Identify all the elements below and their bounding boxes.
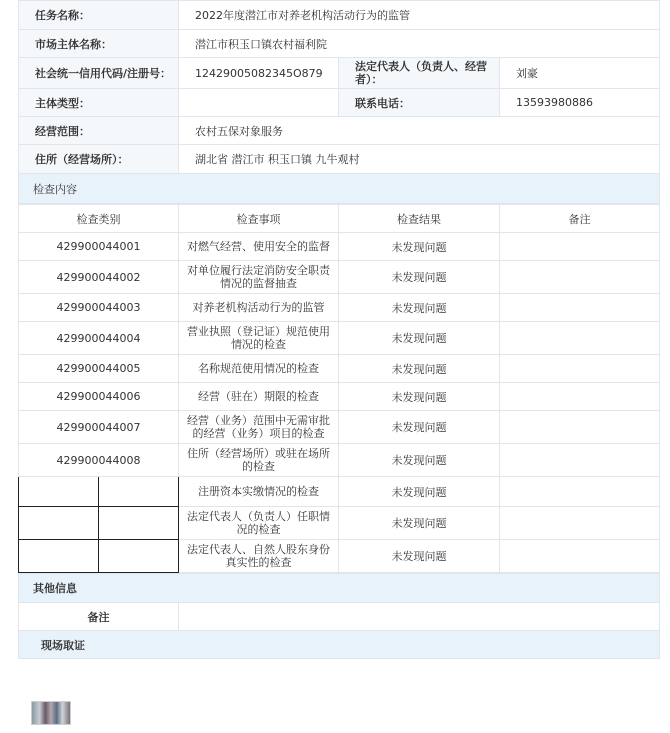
row-result: 未发现问题 [339,322,500,355]
inspection-record [18,0,659,659]
row-note [500,540,660,573]
inspection-header-row [19,205,660,233]
row-code: 429900044006 [19,383,179,411]
inspection-section-title: 检查内容 [19,174,660,204]
row-item: 法定代表人（负责人）任职情况的检查 [179,507,339,540]
inspection-table [18,204,660,573]
table-row [19,444,660,477]
row-code: 429900044007 [19,411,179,444]
phone-label: 联系电话： [339,89,500,117]
info-row-task [19,1,660,30]
table-row [19,355,660,383]
table-row [19,322,660,355]
task-label: 任务名称： [19,1,179,30]
row-note [500,411,660,444]
info-row-credit [19,58,660,89]
row-item: 营业执照（登记证）规范使用情况的检查 [179,322,339,355]
task-value: 2022年度潜江市对养老机构活动行为的监管 [179,1,660,30]
row-item: 住所（经营场所）或驻在场所的检查 [179,444,339,477]
row-code: 429900044003 [19,294,179,322]
row-result: 未发现问题 [339,383,500,411]
row-item: 名称规范使用情况的检查 [179,355,339,383]
entity-info-table [18,0,660,204]
header-note: 备注 [500,205,660,233]
row-result: 未发现问题 [339,507,500,540]
address-label: 住所（经营场所）： [19,145,179,174]
header-result: 检查结果 [339,205,500,233]
section-inspection [19,174,660,204]
info-row-address [19,145,660,174]
row-code-empty-cell [99,477,179,507]
section-onsite [19,631,660,659]
section-other [19,574,660,603]
credit-value: 12429005082345O879 [179,58,339,89]
entity-label: 市场主体名称： [19,30,179,58]
row-code: 429900044008 [19,444,179,477]
row-code: 429900044002 [19,261,179,294]
evidence-photo-icon[interactable] [31,701,71,725]
header-item: 检查事项 [179,205,339,233]
row-code: 429900044005 [19,355,179,383]
row-note [500,261,660,294]
rep-label: 法定代表人（负责人、经营者）： [339,58,500,89]
row-result: 未发现问题 [339,477,500,507]
row-code: 429900044001 [19,233,179,261]
row-code-empty-cell [19,540,99,573]
row-note [500,507,660,540]
row-item: 对燃气经营、使用安全的监督 [179,233,339,261]
table-row [19,233,660,261]
phone-value: 13593980886 [500,89,660,117]
row-item: 经营（业务）范围中无需审批的经营（业务）项目的检查 [179,411,339,444]
row-result: 未发现问题 [339,444,500,477]
table-row [19,540,660,573]
row-result: 未发现问题 [339,294,500,322]
row-item: 注册资本实缴情况的检查 [179,477,339,507]
type-value [179,89,339,117]
row-note [500,444,660,477]
info-row-type [19,89,660,117]
table-row [19,477,660,507]
other-note-row [19,603,660,631]
rep-value: 刘豪 [500,58,660,89]
row-result: 未发现问题 [339,233,500,261]
row-note [500,294,660,322]
other-note-label: 备注 [19,603,179,631]
row-note [500,355,660,383]
row-item: 经营（驻在）期限的检查 [179,383,339,411]
inspection-rows [19,233,660,573]
other-info-table [18,573,660,659]
row-code-empty-cell [19,507,99,540]
row-note [500,322,660,355]
row-result: 未发现问题 [339,355,500,383]
row-item: 对单位履行法定消防安全职责情况的监督抽查 [179,261,339,294]
table-row [19,294,660,322]
entity-value: 潜江市积玉口镇农村福利院 [179,30,660,58]
row-item: 法定代表人、自然人股东身份真实性的检查 [179,540,339,573]
table-row [19,507,660,540]
table-row [19,411,660,444]
row-code-empty-cell [99,507,179,540]
row-note [500,383,660,411]
address-value: 湖北省 潜江市 积玉口镇 九牛观村 [179,145,660,174]
type-label: 主体类型： [19,89,179,117]
row-note [500,233,660,261]
row-result: 未发现问题 [339,411,500,444]
row-code-empty-cell [99,540,179,573]
other-note-value [179,603,660,631]
row-result: 未发现问题 [339,261,500,294]
onsite-section-title: 现场取证 [19,631,660,659]
info-row-scope [19,117,660,145]
row-code-empty-cell [19,477,99,507]
row-result: 未发现问题 [339,540,500,573]
scope-value: 农村五保对象服务 [179,117,660,145]
table-row [19,261,660,294]
row-code: 429900044004 [19,322,179,355]
scope-label: 经营范围： [19,117,179,145]
other-section-title: 其他信息 [19,574,660,603]
row-note [500,477,660,507]
info-row-entity [19,30,660,58]
credit-label: 社会统一信用代码/注册号： [19,58,179,89]
row-item: 对养老机构活动行为的监管 [179,294,339,322]
header-category: 检查类别 [19,205,179,233]
table-row [19,383,660,411]
